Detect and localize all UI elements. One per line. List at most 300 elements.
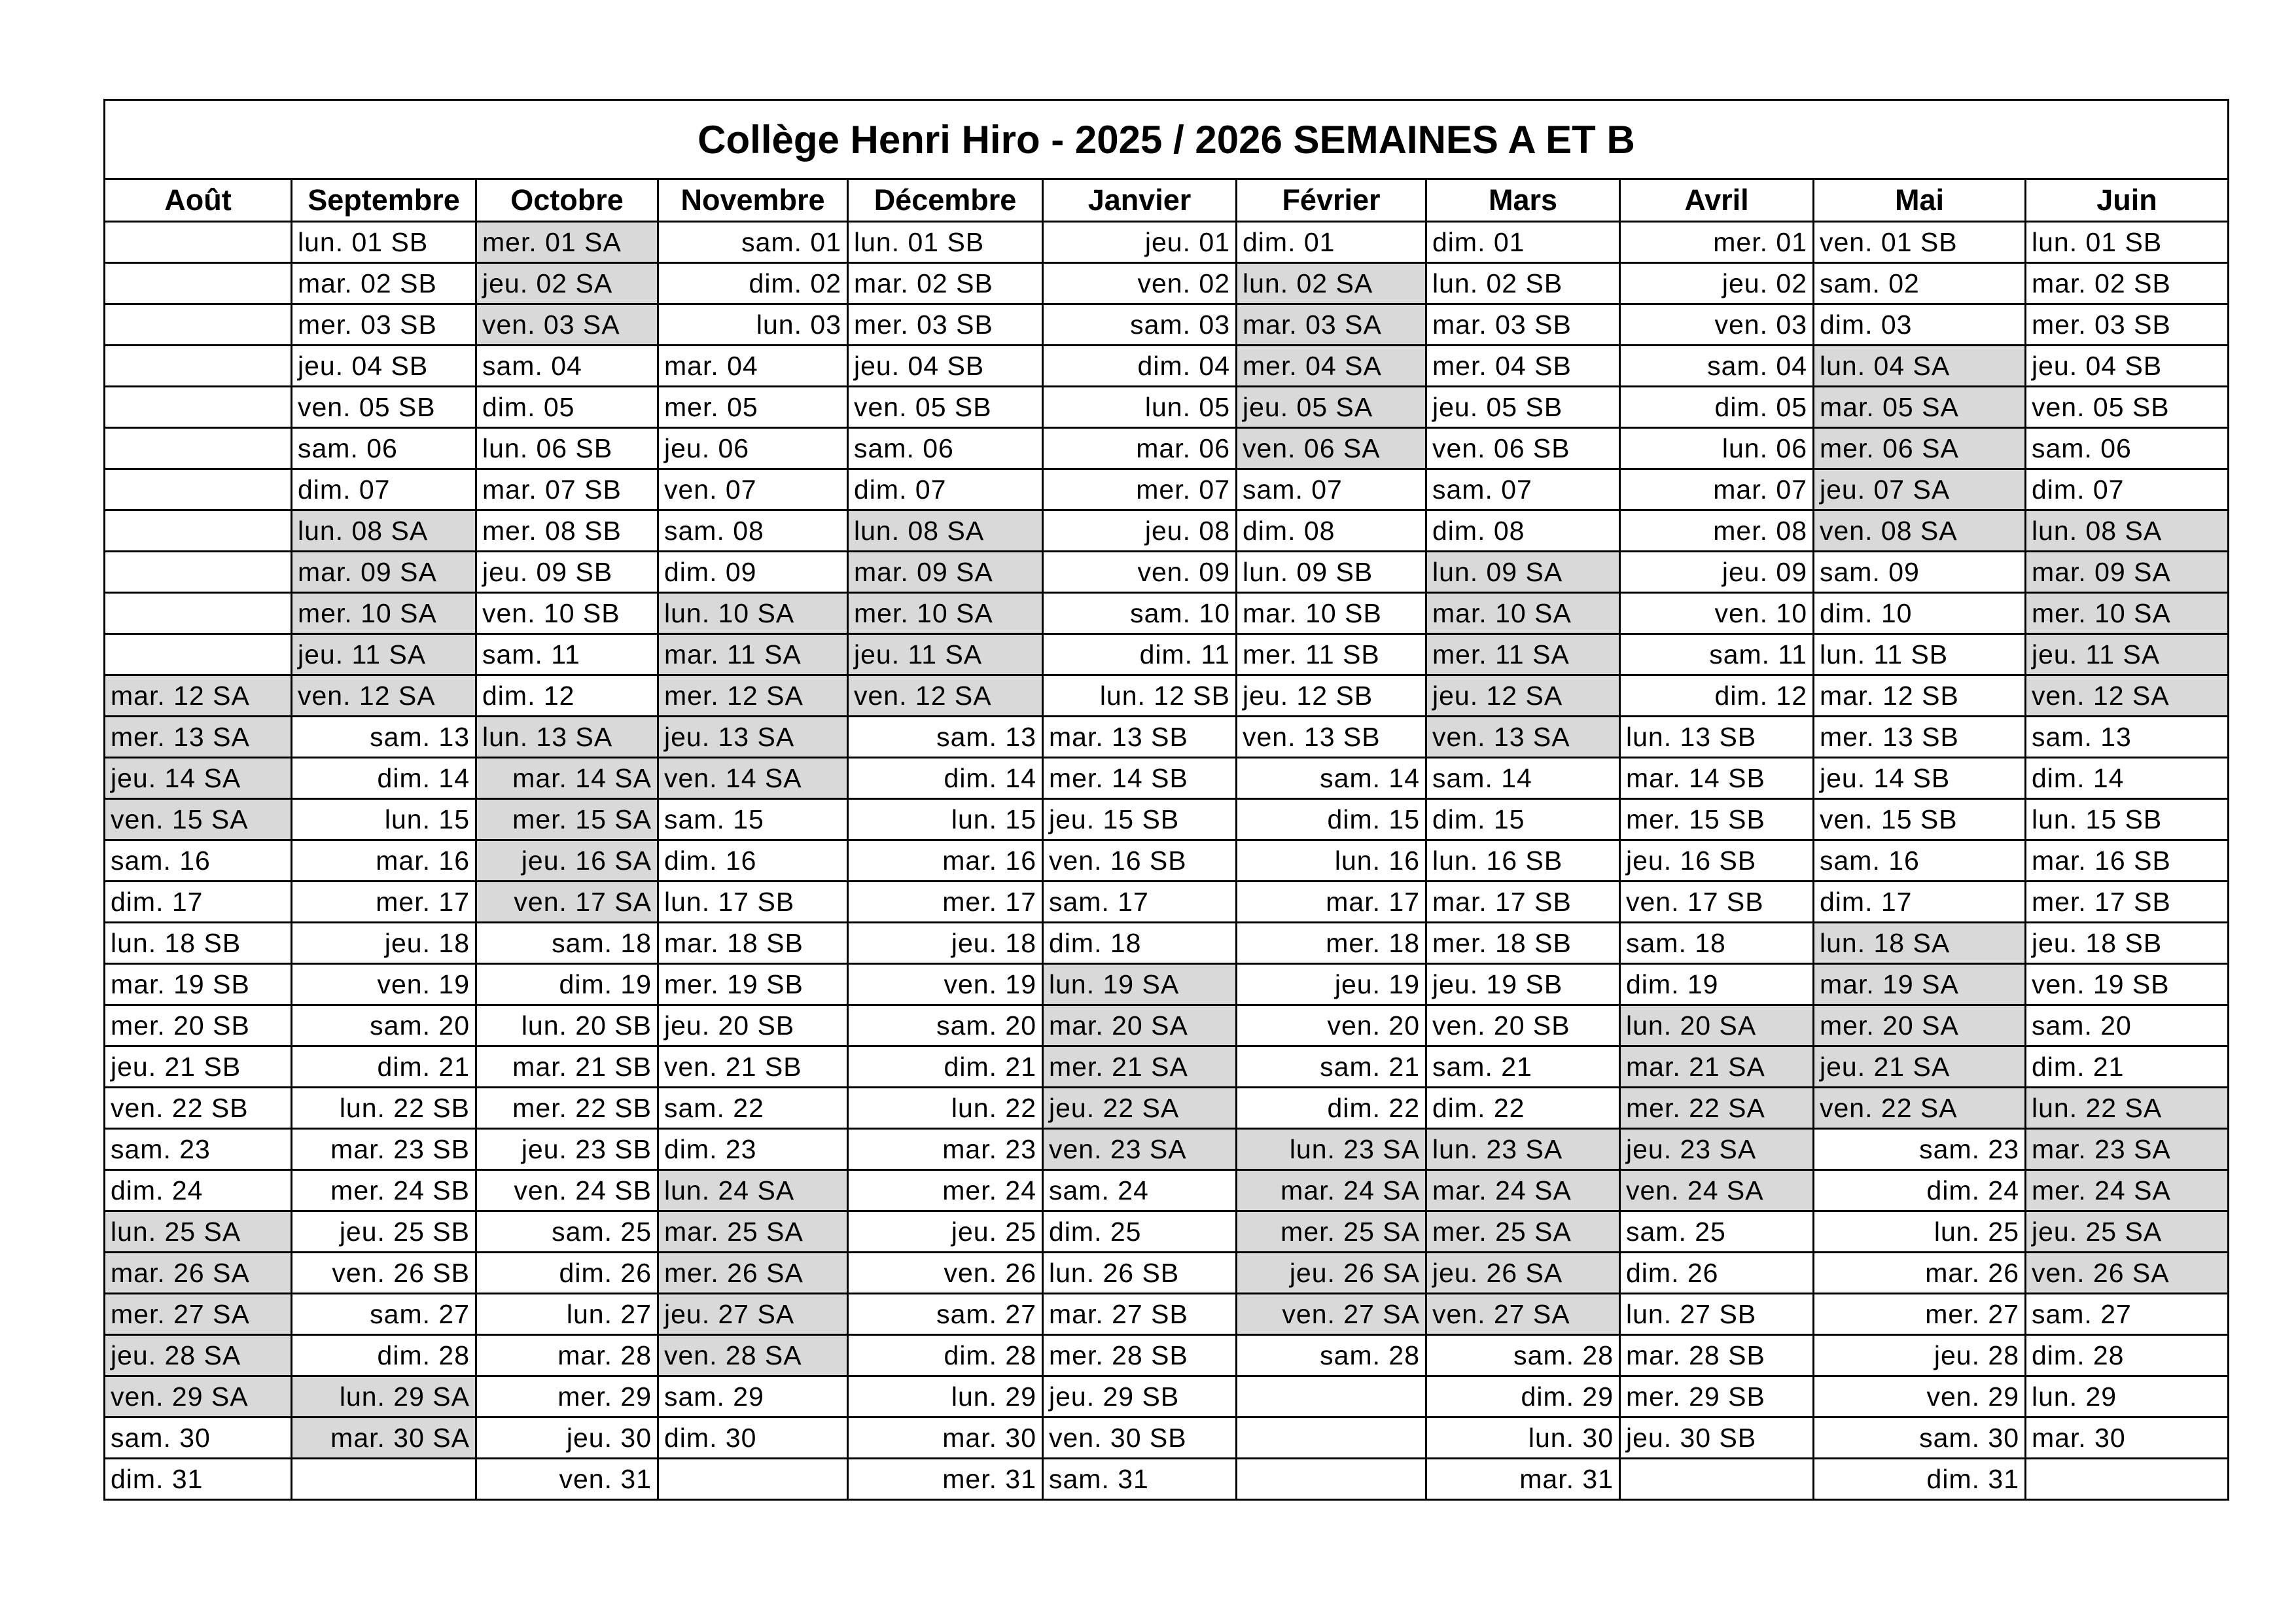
day-cell: jeu. 04 SB xyxy=(292,346,476,387)
day-cell: lun. 04 SA xyxy=(1814,346,2026,387)
day-cell: jeu. 25 xyxy=(848,1211,1043,1253)
table-row xyxy=(105,428,2229,469)
table-row xyxy=(105,593,2229,634)
day-cell: dim. 07 xyxy=(2026,469,2229,510)
day-cell: dim. 18 xyxy=(1043,923,1237,964)
day-cell: ven. 13 SB xyxy=(1237,717,1426,758)
day-cell: lun. 01 SB xyxy=(848,222,1043,263)
days-body xyxy=(105,222,2229,1500)
day-cell: mar. 13 SB xyxy=(1043,717,1237,758)
day-cell: mar. 03 SA xyxy=(1237,304,1426,346)
day-cell: mer. 05 xyxy=(658,387,848,428)
day-cell: dim. 29 xyxy=(1426,1376,1620,1418)
day-cell: jeu. 05 SB xyxy=(1426,387,1620,428)
day-cell: sam. 27 xyxy=(292,1294,476,1335)
day-cell: lun. 11 SB xyxy=(1814,634,2026,675)
day-cell: mar. 09 SA xyxy=(292,552,476,593)
day-cell: jeu. 25 SB xyxy=(292,1211,476,1253)
day-cell: jeu. 16 SA xyxy=(476,840,658,882)
day-cell: mer. 03 SB xyxy=(2026,304,2229,346)
day-cell: sam. 10 xyxy=(1043,593,1237,634)
day-cell: ven. 08 SA xyxy=(1814,510,2026,552)
day-cell: mar. 14 SB xyxy=(1620,758,1814,799)
day-cell: mar. 26 SA xyxy=(105,1253,292,1294)
table-row xyxy=(105,222,2229,263)
day-cell: dim. 28 xyxy=(848,1335,1043,1376)
day-cell: jeu. 26 SA xyxy=(1237,1253,1426,1294)
day-cell: mar. 24 SA xyxy=(1237,1170,1426,1211)
day-cell: ven. 26 SB xyxy=(292,1253,476,1294)
day-cell: jeu. 21 SB xyxy=(105,1046,292,1088)
day-cell: dim. 21 xyxy=(2026,1046,2229,1088)
table-row xyxy=(105,510,2229,552)
day-cell: dim. 28 xyxy=(292,1335,476,1376)
month-header: Décembre xyxy=(848,179,1043,222)
day-cell xyxy=(105,428,292,469)
day-cell: sam. 13 xyxy=(292,717,476,758)
table-row xyxy=(105,1129,2229,1170)
day-cell: ven. 19 xyxy=(292,964,476,1005)
table-row xyxy=(105,1335,2229,1376)
day-cell: jeu. 07 SA xyxy=(1814,469,2026,510)
day-cell: sam. 28 xyxy=(1237,1335,1426,1376)
day-cell: jeu. 04 SB xyxy=(2026,346,2229,387)
day-cell: mar. 28 xyxy=(476,1335,658,1376)
day-cell: dim. 12 xyxy=(476,675,658,717)
day-cell: sam. 30 xyxy=(1814,1418,2026,1459)
day-cell: ven. 24 SA xyxy=(1620,1170,1814,1211)
day-cell: jeu. 16 SB xyxy=(1620,840,1814,882)
day-cell: sam. 27 xyxy=(848,1294,1043,1335)
day-cell: ven. 12 SA xyxy=(848,675,1043,717)
day-cell: mer. 29 xyxy=(476,1376,658,1418)
day-cell: ven. 05 SB xyxy=(292,387,476,428)
day-cell: sam. 13 xyxy=(2026,717,2229,758)
table-row xyxy=(105,1211,2229,1253)
day-cell: ven. 06 SA xyxy=(1237,428,1426,469)
day-cell: jeu. 30 xyxy=(476,1418,658,1459)
day-cell: mer. 13 SB xyxy=(1814,717,2026,758)
day-cell: sam. 20 xyxy=(848,1005,1043,1046)
month-header: Janvier xyxy=(1043,179,1237,222)
day-cell: jeu. 28 xyxy=(1814,1335,2026,1376)
table-row xyxy=(105,1294,2229,1335)
day-cell: mer. 15 SB xyxy=(1620,799,1814,840)
day-cell: mer. 27 SA xyxy=(105,1294,292,1335)
day-cell: dim. 22 xyxy=(1237,1088,1426,1129)
day-cell xyxy=(1237,1459,1426,1500)
day-cell: mar. 23 xyxy=(848,1129,1043,1170)
day-cell: lun. 02 SA xyxy=(1237,263,1426,304)
day-cell: jeu. 08 xyxy=(1043,510,1237,552)
day-cell: jeu. 19 xyxy=(1237,964,1426,1005)
day-cell: mar. 31 xyxy=(1426,1459,1620,1500)
day-cell: jeu. 09 SB xyxy=(476,552,658,593)
day-cell: jeu. 23 SB xyxy=(476,1129,658,1170)
day-cell: ven. 15 SB xyxy=(1814,799,2026,840)
day-cell: lun. 06 SB xyxy=(476,428,658,469)
day-cell: dim. 12 xyxy=(1620,675,1814,717)
day-cell: sam. 21 xyxy=(1426,1046,1620,1088)
table-row xyxy=(105,1376,2229,1418)
day-cell: sam. 16 xyxy=(1814,840,2026,882)
day-cell: jeu. 18 xyxy=(292,923,476,964)
table-row xyxy=(105,1170,2229,1211)
day-cell: dim. 21 xyxy=(848,1046,1043,1088)
day-cell: ven. 26 SA xyxy=(2026,1253,2229,1294)
day-cell: mer. 06 SA xyxy=(1814,428,2026,469)
day-cell: mar. 28 SB xyxy=(1620,1335,1814,1376)
table-row xyxy=(105,1253,2229,1294)
day-cell: mar. 12 SA xyxy=(105,675,292,717)
month-header: Juin xyxy=(2026,179,2229,222)
day-cell: mer. 18 SB xyxy=(1426,923,1620,964)
month-header: Novembre xyxy=(658,179,848,222)
day-cell: sam. 16 xyxy=(105,840,292,882)
day-cell: jeu. 14 SA xyxy=(105,758,292,799)
day-cell: sam. 29 xyxy=(658,1376,848,1418)
day-cell: ven. 09 xyxy=(1043,552,1237,593)
day-cell: lun. 27 xyxy=(476,1294,658,1335)
day-cell: jeu. 26 SA xyxy=(1426,1253,1620,1294)
day-cell: sam. 18 xyxy=(476,923,658,964)
day-cell: sam. 09 xyxy=(1814,552,2026,593)
day-cell: ven. 13 SA xyxy=(1426,717,1620,758)
month-header: Avril xyxy=(1620,179,1814,222)
day-cell: dim. 07 xyxy=(848,469,1043,510)
day-cell: jeu. 30 SB xyxy=(1620,1418,1814,1459)
day-cell: lun. 24 SA xyxy=(658,1170,848,1211)
day-cell: lun. 13 SB xyxy=(1620,717,1814,758)
day-cell: dim. 03 xyxy=(1814,304,2026,346)
day-cell: lun. 18 SB xyxy=(105,923,292,964)
day-cell: ven. 23 SA xyxy=(1043,1129,1237,1170)
day-cell: jeu. 15 SB xyxy=(1043,799,1237,840)
table-row xyxy=(105,552,2229,593)
day-cell: lun. 27 SB xyxy=(1620,1294,1814,1335)
day-cell: sam. 14 xyxy=(1426,758,1620,799)
day-cell: lun. 08 SA xyxy=(848,510,1043,552)
day-cell: dim. 17 xyxy=(105,882,292,923)
day-cell: ven. 26 xyxy=(848,1253,1043,1294)
month-header: Octobre xyxy=(476,179,658,222)
table-row xyxy=(105,1418,2229,1459)
day-cell: mar. 04 xyxy=(658,346,848,387)
day-cell: dim. 16 xyxy=(658,840,848,882)
day-cell: mer. 01 xyxy=(1620,222,1814,263)
day-cell: ven. 05 SB xyxy=(848,387,1043,428)
day-cell xyxy=(105,593,292,634)
table-row xyxy=(105,263,2229,304)
day-cell: sam. 20 xyxy=(292,1005,476,1046)
day-cell: jeu. 02 xyxy=(1620,263,1814,304)
day-cell: dim. 24 xyxy=(105,1170,292,1211)
day-cell: lun. 23 SA xyxy=(1237,1129,1426,1170)
month-header: Mars xyxy=(1426,179,1620,222)
day-cell: mer. 27 xyxy=(1814,1294,2026,1335)
day-cell: dim. 28 xyxy=(2026,1335,2229,1376)
day-cell: sam. 03 xyxy=(1043,304,1237,346)
day-cell: mer. 28 SB xyxy=(1043,1335,1237,1376)
day-cell: sam. 23 xyxy=(1814,1129,2026,1170)
day-cell: mer. 13 SA xyxy=(105,717,292,758)
day-cell: ven. 10 xyxy=(1620,593,1814,634)
day-cell: lun. 16 xyxy=(1237,840,1426,882)
day-cell xyxy=(105,304,292,346)
day-cell: jeu. 12 SB xyxy=(1237,675,1426,717)
day-cell: ven. 20 SB xyxy=(1426,1005,1620,1046)
day-cell xyxy=(292,1459,476,1500)
day-cell: mar. 12 SB xyxy=(1814,675,2026,717)
day-cell: jeu. 01 xyxy=(1043,222,1237,263)
day-cell: ven. 03 xyxy=(1620,304,1814,346)
day-cell: sam. 24 xyxy=(1043,1170,1237,1211)
day-cell: mer. 04 SB xyxy=(1426,346,1620,387)
day-cell: mer. 17 xyxy=(292,882,476,923)
day-cell: mer. 24 SA xyxy=(2026,1170,2229,1211)
day-cell: dim. 11 xyxy=(1043,634,1237,675)
day-cell: ven. 15 SA xyxy=(105,799,292,840)
day-cell: dim. 01 xyxy=(1237,222,1426,263)
title-row xyxy=(105,100,2229,179)
day-cell: sam. 18 xyxy=(1620,923,1814,964)
day-cell: ven. 17 SA xyxy=(476,882,658,923)
day-cell: ven. 03 SA xyxy=(476,304,658,346)
day-cell: lun. 16 SB xyxy=(1426,840,1620,882)
day-cell: mer. 10 SA xyxy=(292,593,476,634)
day-cell: sam. 08 xyxy=(658,510,848,552)
day-cell: lun. 09 SA xyxy=(1426,552,1620,593)
day-cell: lun. 17 SB xyxy=(658,882,848,923)
day-cell: mar. 10 SB xyxy=(1237,593,1426,634)
day-cell: mar. 24 SA xyxy=(1426,1170,1620,1211)
day-cell: sam. 04 xyxy=(1620,346,1814,387)
day-cell: mer. 07 xyxy=(1043,469,1237,510)
day-cell: mer. 24 SB xyxy=(292,1170,476,1211)
day-cell: sam. 15 xyxy=(658,799,848,840)
day-cell: mer. 08 SB xyxy=(476,510,658,552)
day-cell: mar. 17 xyxy=(1237,882,1426,923)
day-cell: jeu. 27 SA xyxy=(658,1294,848,1335)
day-cell: mar. 16 xyxy=(848,840,1043,882)
day-cell: ven. 30 SB xyxy=(1043,1418,1237,1459)
day-cell: lun. 26 SB xyxy=(1043,1253,1237,1294)
day-cell: lun. 08 SA xyxy=(2026,510,2229,552)
day-cell: mar. 19 SA xyxy=(1814,964,2026,1005)
day-cell: dim. 14 xyxy=(2026,758,2229,799)
table-row xyxy=(105,634,2229,675)
day-cell: sam. 17 xyxy=(1043,882,1237,923)
day-cell: dim. 19 xyxy=(476,964,658,1005)
day-cell xyxy=(105,469,292,510)
day-cell xyxy=(1237,1418,1426,1459)
day-cell: ven. 21 SB xyxy=(658,1046,848,1088)
day-cell: dim. 24 xyxy=(1814,1170,2026,1211)
day-cell: mer. 17 xyxy=(848,882,1043,923)
day-cell: dim. 23 xyxy=(658,1129,848,1170)
table-row xyxy=(105,799,2229,840)
day-cell: lun. 01 SB xyxy=(292,222,476,263)
day-cell: mer. 25 SA xyxy=(1237,1211,1426,1253)
day-cell: ven. 20 xyxy=(1237,1005,1426,1046)
day-cell: sam. 14 xyxy=(1237,758,1426,799)
day-cell: mer. 31 xyxy=(848,1459,1043,1500)
day-cell: dim. 02 xyxy=(658,263,848,304)
day-cell: lun. 03 xyxy=(658,304,848,346)
day-cell: lun. 13 SA xyxy=(476,717,658,758)
day-cell: mer. 10 SA xyxy=(2026,593,2229,634)
day-cell: sam. 02 xyxy=(1814,263,2026,304)
day-cell: dim. 01 xyxy=(1426,222,1620,263)
day-cell: ven. 01 SB xyxy=(1814,222,2026,263)
day-cell: sam. 11 xyxy=(476,634,658,675)
day-cell: ven. 07 xyxy=(658,469,848,510)
day-cell: mar. 14 SA xyxy=(476,758,658,799)
day-cell: mer. 21 SA xyxy=(1043,1046,1237,1088)
day-cell: mar. 10 SA xyxy=(1426,593,1620,634)
day-cell: lun. 09 SB xyxy=(1237,552,1426,593)
day-cell: jeu. 04 SB xyxy=(848,346,1043,387)
day-cell: dim. 15 xyxy=(1237,799,1426,840)
day-cell: jeu. 29 SB xyxy=(1043,1376,1237,1418)
day-cell: mer. 22 SB xyxy=(476,1088,658,1129)
day-cell: sam. 25 xyxy=(1620,1211,1814,1253)
month-header: Août xyxy=(105,179,292,222)
day-cell: dim. 14 xyxy=(292,758,476,799)
day-cell: mer. 29 SB xyxy=(1620,1376,1814,1418)
day-cell: mar. 09 SA xyxy=(848,552,1043,593)
day-cell: mer. 20 SA xyxy=(1814,1005,2026,1046)
day-cell: ven. 28 SA xyxy=(658,1335,848,1376)
day-cell: sam. 21 xyxy=(1237,1046,1426,1088)
day-cell: lun. 05 xyxy=(1043,387,1237,428)
day-cell: ven. 12 SA xyxy=(2026,675,2229,717)
day-cell: jeu. 11 SA xyxy=(2026,634,2229,675)
day-cell: dim. 08 xyxy=(1426,510,1620,552)
day-cell: lun. 23 SA xyxy=(1426,1129,1620,1170)
day-cell: ven. 16 SB xyxy=(1043,840,1237,882)
day-cell: lun. 18 SA xyxy=(1814,923,2026,964)
day-cell: lun. 20 SB xyxy=(476,1005,658,1046)
day-cell: mar. 25 SA xyxy=(658,1211,848,1253)
day-cell xyxy=(105,222,292,263)
day-cell: mer. 20 SB xyxy=(105,1005,292,1046)
day-cell: dim. 05 xyxy=(476,387,658,428)
day-cell: dim. 09 xyxy=(658,552,848,593)
day-cell: ven. 27 SA xyxy=(1237,1294,1426,1335)
day-cell: dim. 22 xyxy=(1426,1088,1620,1129)
day-cell xyxy=(1620,1459,1814,1500)
day-cell: mer. 25 SA xyxy=(1426,1211,1620,1253)
day-cell: ven. 14 SA xyxy=(658,758,848,799)
day-cell: mar. 30 SA xyxy=(292,1418,476,1459)
day-cell: ven. 02 xyxy=(1043,263,1237,304)
day-cell: ven. 27 SA xyxy=(1426,1294,1620,1335)
day-cell: mar. 21 SB xyxy=(476,1046,658,1088)
day-cell: lun. 15 xyxy=(292,799,476,840)
day-cell: jeu. 06 xyxy=(658,428,848,469)
day-cell xyxy=(105,634,292,675)
day-cell: jeu. 09 xyxy=(1620,552,1814,593)
day-cell: sam. 06 xyxy=(848,428,1043,469)
day-cell: mer. 04 SA xyxy=(1237,346,1426,387)
day-cell: jeu. 22 SA xyxy=(1043,1088,1237,1129)
day-cell: sam. 20 xyxy=(2026,1005,2229,1046)
day-cell: lun. 10 SA xyxy=(658,593,848,634)
day-cell: dim. 19 xyxy=(1620,964,1814,1005)
day-cell: ven. 10 SB xyxy=(476,593,658,634)
day-cell: ven. 05 SB xyxy=(2026,387,2229,428)
calendar-table xyxy=(103,99,2229,1501)
day-cell: jeu. 11 SA xyxy=(848,634,1043,675)
day-cell: mar. 26 xyxy=(1814,1253,2026,1294)
day-cell: ven. 19 xyxy=(848,964,1043,1005)
day-cell: mar. 18 SB xyxy=(658,923,848,964)
day-cell xyxy=(105,263,292,304)
day-cell: lun. 30 xyxy=(1426,1418,1620,1459)
day-cell: dim. 31 xyxy=(105,1459,292,1500)
month-header: Septembre xyxy=(292,179,476,222)
day-cell xyxy=(1237,1376,1426,1418)
day-cell: dim. 07 xyxy=(292,469,476,510)
day-cell: sam. 23 xyxy=(105,1129,292,1170)
day-cell: sam. 06 xyxy=(2026,428,2229,469)
day-cell xyxy=(105,552,292,593)
day-cell: mar. 19 SB xyxy=(105,964,292,1005)
day-cell: ven. 31 xyxy=(476,1459,658,1500)
day-cell: mar. 17 SB xyxy=(1426,882,1620,923)
day-cell xyxy=(2026,1459,2229,1500)
day-cell: mar. 23 SB xyxy=(292,1129,476,1170)
day-cell: mer. 17 SB xyxy=(2026,882,2229,923)
day-cell: lun. 29 xyxy=(2026,1376,2229,1418)
day-cell: mar. 27 SB xyxy=(1043,1294,1237,1335)
day-cell: sam. 22 xyxy=(658,1088,848,1129)
day-cell: ven. 17 SB xyxy=(1620,882,1814,923)
day-cell: lun. 20 SA xyxy=(1620,1005,1814,1046)
table-row xyxy=(105,758,2229,799)
day-cell: jeu. 11 SA xyxy=(292,634,476,675)
day-cell xyxy=(105,346,292,387)
day-cell xyxy=(105,510,292,552)
day-cell: dim. 30 xyxy=(658,1418,848,1459)
month-header-row xyxy=(105,179,2229,222)
day-cell: mar. 03 SB xyxy=(1426,304,1620,346)
day-cell xyxy=(105,387,292,428)
day-cell: sam. 30 xyxy=(105,1418,292,1459)
day-cell: mar. 30 xyxy=(2026,1418,2229,1459)
day-cell: jeu. 18 SB xyxy=(2026,923,2229,964)
table-row xyxy=(105,1005,2229,1046)
day-cell: mar. 02 SB xyxy=(2026,263,2229,304)
day-cell: sam. 07 xyxy=(1237,469,1426,510)
table-row xyxy=(105,469,2229,510)
day-cell: mar. 09 SA xyxy=(2026,552,2229,593)
table-row xyxy=(105,840,2229,882)
day-cell: ven. 22 SA xyxy=(1814,1088,2026,1129)
table-row xyxy=(105,717,2229,758)
day-cell: lun. 22 xyxy=(848,1088,1043,1129)
day-cell: dim. 21 xyxy=(292,1046,476,1088)
day-cell: dim. 08 xyxy=(1237,510,1426,552)
day-cell: mer. 22 SA xyxy=(1620,1088,1814,1129)
table-row xyxy=(105,964,2229,1005)
day-cell: lun. 15 SB xyxy=(2026,799,2229,840)
day-cell: jeu. 20 SB xyxy=(658,1005,848,1046)
day-cell xyxy=(658,1459,848,1500)
day-cell: mar. 16 xyxy=(292,840,476,882)
day-cell: jeu. 13 SA xyxy=(658,717,848,758)
